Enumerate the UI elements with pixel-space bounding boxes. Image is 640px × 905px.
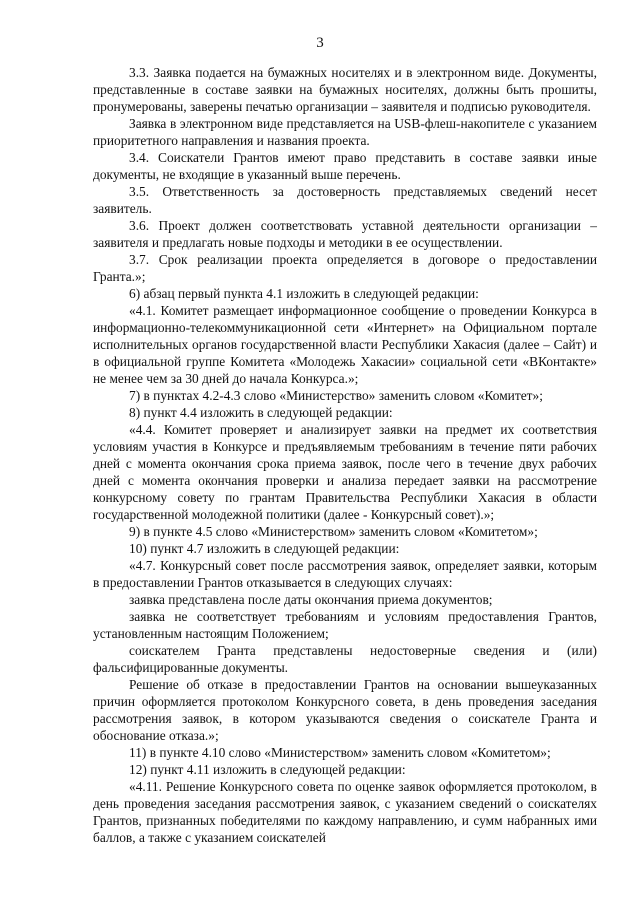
paragraph-electronic-submission: Заявка в электронном виде представляется на USB-флеш-накопителе с указанием приоритетного направления и названия проекта. xyxy=(93,116,597,148)
paragraph-refusal-decision: Решение об отказе в предоставлении Грантов на основании вышеуказанных причин оформляется протоколом Конкурсного совета, в день проведения заседания рассмотрения заявок, в котором указываются сведения о соискателе Гранта и обоснование отказа.»; xyxy=(93,677,597,743)
paragraph-3-7: 3.7. Срок реализации проекта определяется в договоре о предоставлении Гранта.»; xyxy=(93,252,597,284)
paragraph-3-6: 3.6. Проект должен соответствовать уставной деятельности организации – заявителя и предлагать новые подходы и методики в ее осуществлении. xyxy=(93,218,597,250)
paragraph-3-5: 3.5. Ответственность за достоверность представляемых сведений несет заявитель. xyxy=(93,184,597,216)
paragraph-4-4: «4.4. Комитет проверяет и анализирует заявки на предмет их соответствия условиям участия в Конкурсе и предъявляемым требованиям в течение пяти рабочих дней с момента окончания срока приема заявок, после чего в течение двух рабочих дней с момента окончания проверки и анализа передает заявки на рассмотрение конкурсному совету по грантам Правительства Республики Хакасия в области государственной молодежной политики (далее - Конкурсный совет).»; xyxy=(93,422,597,522)
page-number: 3 xyxy=(316,35,324,51)
amendment-8: 8) пункт 4.4 изложить в следующей редакции: xyxy=(129,405,393,420)
amendment-6: 6) абзац первый пункта 4.1 изложить в следующей редакции: xyxy=(129,286,479,301)
paragraph-3-3: 3.3. Заявка подается на бумажных носителях и в электронном виде. Документы, представленные в составе заявки на бумажных носителях, должны быть прошиты, пронумерованы, заверены печатью организации – заявителя и подписью руководителя. xyxy=(93,65,597,114)
refusal-reason-noncompliant: заявка не соответствует требованиям и условиям предоставления Грантов, установленным настоящим Положением; xyxy=(93,609,597,641)
refusal-reason-false-data: соискателем Гранта представлены недостоверные сведения и (или) фальсифицированные документы. xyxy=(93,643,597,675)
paragraph-4-1: «4.1. Комитет размещает информационное сообщение о проведении Конкурса в информационно-телекоммуникационной сети «Интернет» на Официальном портале исполнительных органов государственной власти Республики Хакасия (далее – Сайт) и в официальной группе Комитета «Молодежь Хакасии» социальной сети «ВКонтакте» не менее чем за 30 дней до начала Конкурса.»; xyxy=(93,303,597,386)
amendment-9: 9) в пункте 4.5 слово «Министерством» заменить словом «Комитетом»; xyxy=(129,524,538,539)
paragraph-3-4: 3.4. Соискатели Грантов имеют право представить в составе заявки иные документы, не входящие в указанный выше перечень. xyxy=(93,150,597,182)
document-body xyxy=(93,64,597,846)
paragraph-4-7: «4.7. Конкурсный совет после рассмотрения заявок, определяет заявки, которым в предоставлении Грантов отказывается в следующих случаях: xyxy=(93,558,597,590)
refusal-reason-late: заявка представлена после даты окончания приема документов; xyxy=(129,592,493,607)
amendment-11: 11) в пункте 4.10 слово «Министерством» заменить словом «Комитетом»; xyxy=(129,745,551,760)
amendment-10: 10) пункт 4.7 изложить в следующей редакции: xyxy=(129,541,400,556)
paragraph-4-11: «4.11. Решение Конкурсного совета по оценке заявок оформляется протоколом, в день проведения заседания рассмотрения заявок, с указанием сведений о соискателях Грантов, признанных победителями по каждому направлению, и сумм набранных ими баллов, а также с указанием соискателей xyxy=(93,779,597,845)
amendment-7: 7) в пунктах 4.2-4.3 слово «Министерство» заменить словом «Комитет»; xyxy=(129,388,543,403)
amendment-12: 12) пункт 4.11 изложить в следующей редакции: xyxy=(129,762,406,777)
